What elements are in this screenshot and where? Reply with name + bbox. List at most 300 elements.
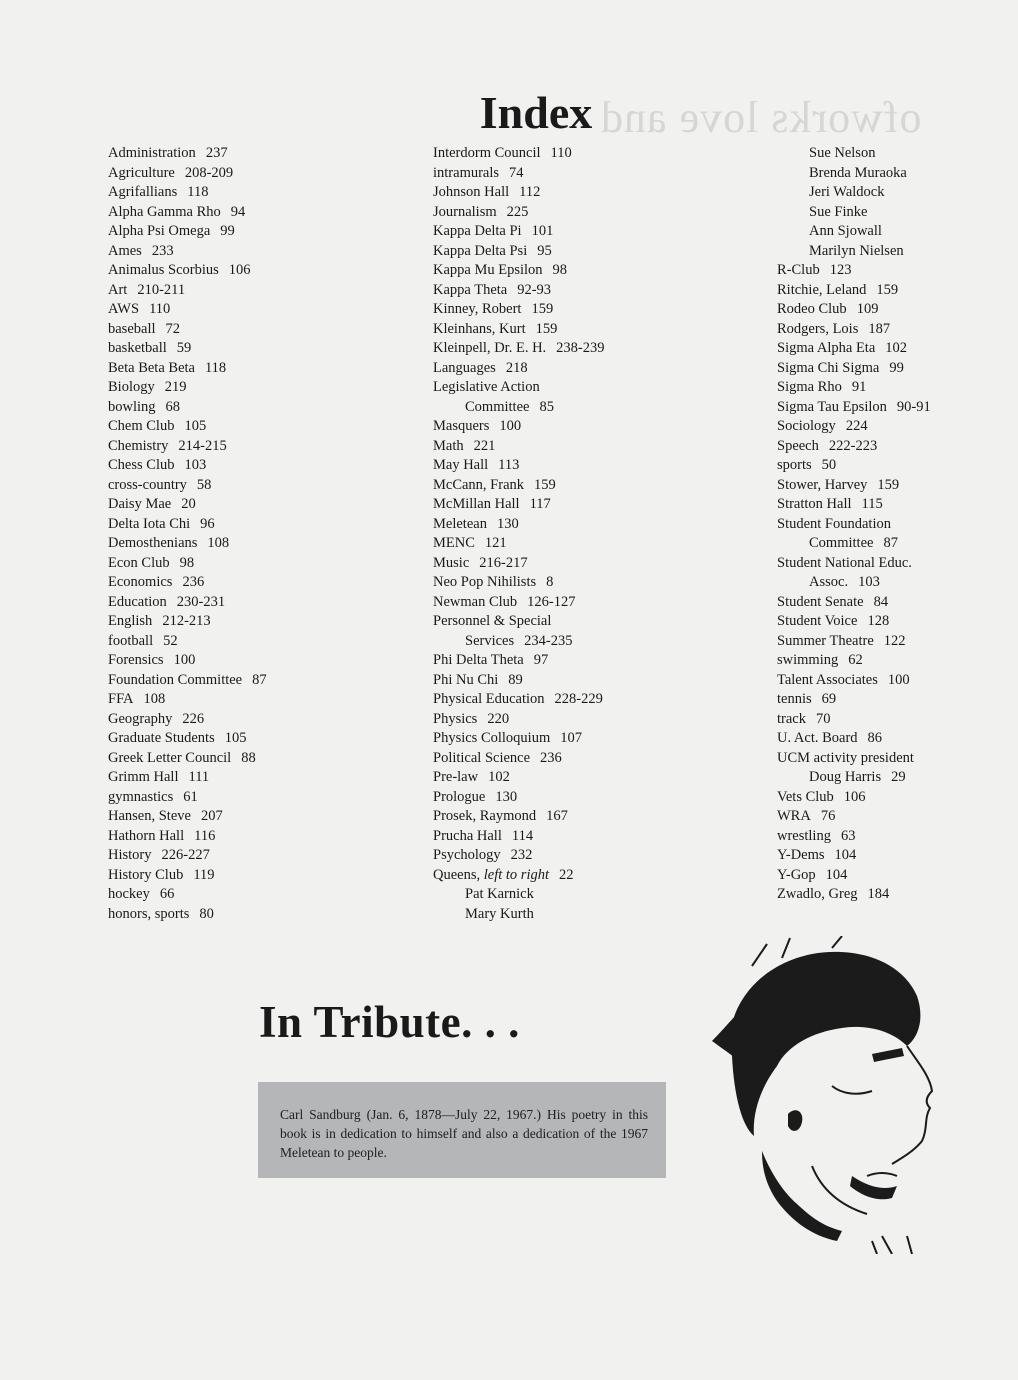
index-entry — [108, 456, 267, 476]
index-entry-page: 100 — [499, 418, 522, 434]
index-entry — [433, 515, 605, 535]
index-entry-page: 20 — [181, 496, 196, 512]
index-entry — [433, 651, 605, 671]
index-entry — [777, 729, 931, 749]
index-entry — [777, 378, 931, 398]
index-entry — [108, 242, 267, 262]
index-entry-name: Beta Beta Beta — [108, 359, 195, 376]
index-entry-name: Alpha Gamma Rho — [108, 203, 221, 220]
index-entry-page: 97 — [533, 652, 549, 668]
index-entry-name: Physical Education — [433, 691, 545, 707]
index-entry — [108, 378, 267, 398]
index-entry — [777, 417, 931, 437]
index-entry-name: Agriculture — [108, 164, 175, 181]
index-entry-name: bowling — [108, 398, 156, 415]
index-entry-name: Legislative Action — [433, 379, 540, 395]
index-entry — [777, 768, 931, 788]
index-entry-name: Chemistry — [108, 437, 169, 454]
index-entry — [777, 593, 931, 613]
index-entry-name: Chess Club — [108, 457, 175, 473]
index-entry-page: 226-227 — [161, 847, 210, 863]
index-entry-name: Stower, Harvey — [777, 476, 868, 493]
index-entry-name: English — [108, 613, 153, 629]
index-entry — [108, 300, 267, 320]
index-entry — [108, 788, 267, 808]
index-entry — [108, 320, 267, 340]
index-entry — [433, 768, 605, 788]
index-entry-name: History — [108, 847, 152, 863]
index-entry-page: 210-211 — [137, 281, 186, 298]
index-entry-name: Johnson Hall — [433, 184, 510, 200]
index-entry-page: 107 — [560, 730, 582, 746]
index-entry — [777, 320, 931, 340]
index-entry-page: 226 — [182, 710, 205, 727]
index-entry-name: Meletean — [433, 515, 487, 532]
index-entry-page: 80 — [199, 905, 214, 922]
index-entry — [433, 788, 605, 808]
index-entry-page: 50 — [821, 457, 837, 473]
index-entry-name: Prologue — [433, 788, 486, 805]
index-entry-page: 228-229 — [554, 691, 603, 707]
index-column-3 — [777, 144, 931, 905]
index-entry-page: 126-127 — [527, 593, 576, 610]
index-entry — [777, 261, 931, 281]
index-entry-name: History Club — [108, 866, 184, 883]
index-entry — [777, 534, 931, 554]
index-entry-page: 72 — [165, 320, 181, 337]
index-entry-page: 220 — [487, 710, 510, 727]
index-entry — [777, 866, 931, 886]
index-entry-page: 121 — [484, 535, 507, 551]
index-entry-page: 94 — [230, 203, 246, 220]
index-entry — [433, 378, 605, 398]
index-entry-name: Journalism — [433, 203, 497, 220]
index-entry-page: 159 — [531, 301, 554, 317]
index-entry — [108, 437, 267, 457]
index-entry — [433, 554, 605, 574]
index-entry-name: Queens, — [433, 866, 481, 883]
index-entry-name: Econ Club — [108, 554, 170, 571]
index-entry-page: 110 — [550, 145, 572, 161]
index-entry-name: Administration — [108, 145, 196, 161]
index-entry-name: tennis — [777, 691, 812, 707]
index-entry-page: 59 — [176, 340, 192, 356]
tribute-heading: In Tribute. . . — [259, 997, 520, 1047]
index-entry-name: Committee — [809, 535, 874, 551]
index-entry-name: Phi Nu Chi — [433, 671, 499, 688]
index-entry — [108, 398, 267, 418]
index-entry-page: 111 — [188, 769, 210, 785]
index-entry — [108, 203, 267, 223]
index-entry-page: 63 — [840, 827, 856, 844]
index-entry-name: Student Foundation — [777, 515, 891, 532]
tribute-caption-box — [258, 1082, 666, 1178]
index-entry-name: Newman Club — [433, 593, 518, 610]
index-column-2 — [433, 144, 605, 924]
index-entry — [108, 515, 267, 535]
index-entry — [433, 359, 605, 379]
index-entry-name: hockey — [108, 886, 150, 902]
index-entry-name: Neo Pop Nihilists — [433, 574, 537, 590]
index-entry-name: Summer Theatre — [777, 632, 874, 649]
index-entry-page: 103 — [184, 457, 207, 473]
index-entry — [108, 807, 267, 827]
index-entry-page: 104 — [834, 847, 857, 863]
index-entry-page: 99 — [220, 223, 235, 239]
index-entry-name: Forensics — [108, 652, 164, 668]
index-entry-name: Music — [433, 554, 470, 571]
index-entry-page: 29 — [891, 769, 906, 785]
index-entry — [433, 534, 605, 554]
index-entry-name: Hansen, Steve — [108, 808, 191, 824]
index-entry-name: swimming — [777, 652, 839, 668]
index-entry — [433, 437, 605, 457]
index-entry — [108, 749, 267, 769]
index-entry-page: 208-209 — [184, 164, 234, 181]
index-entry-name: U. Act. Board — [777, 730, 858, 746]
index-entry — [433, 827, 605, 847]
index-entry-page: 116 — [194, 827, 216, 844]
index-entry-page: 233 — [151, 242, 174, 259]
index-entry-name: Personnel & Special — [433, 613, 552, 629]
index-entry-name: Art — [108, 281, 128, 298]
index-entry-name: Services — [465, 632, 515, 649]
index-entry-name: Y-Gop — [777, 866, 816, 883]
index-entry — [433, 807, 605, 827]
index-entry — [777, 300, 931, 320]
index-entry-page: 238-239 — [556, 340, 605, 356]
index-entry-name: Vets Club — [777, 788, 834, 805]
index-entry-name: Sigma Tau Epsilon — [777, 398, 887, 415]
index-entry — [108, 768, 267, 788]
index-entry-name: Kappa Mu Epsilon — [433, 262, 543, 278]
index-entry-page: 74 — [509, 164, 524, 181]
index-entry-page: 89 — [508, 671, 523, 688]
index-entry-page: 84 — [873, 593, 889, 610]
index-entry — [433, 846, 605, 866]
index-entry-page: 236 — [540, 749, 562, 766]
index-entry-page: 62 — [848, 652, 863, 668]
bleed-through-text: ofworks love and — [600, 93, 922, 142]
index-entry-name: Prucha Hall — [433, 827, 502, 844]
index-entry — [433, 885, 605, 905]
index-entry — [108, 222, 267, 242]
index-entry-name: Sociology — [777, 418, 836, 434]
index-entry-name: Political Science — [433, 749, 531, 766]
index-entry-name: Greek Letter Council — [108, 749, 232, 766]
index-entry — [108, 339, 267, 359]
index-entry-name: intramurals — [433, 164, 500, 181]
index-entry-page: 100 — [173, 652, 196, 668]
index-entry-page: 61 — [183, 788, 198, 805]
index-entry — [777, 203, 931, 223]
index-entry — [433, 710, 605, 730]
index-entry — [108, 729, 267, 749]
index-entry-name: Grimm Hall — [108, 769, 179, 785]
index-entry-page: 69 — [821, 691, 837, 707]
index-entry-name: Y-Dems — [777, 847, 825, 863]
index-entry — [777, 359, 931, 379]
index-entry-name: basketball — [108, 340, 167, 356]
index-entry — [108, 554, 267, 574]
index-entry-name: Languages — [433, 359, 496, 376]
index-entry-page: 70 — [815, 710, 831, 727]
index-entry-page: 52 — [163, 632, 178, 649]
index-entry-page: 105 — [224, 730, 247, 746]
index-entry-name: Masquers — [433, 418, 490, 434]
index-entry-name: Biology — [108, 379, 155, 395]
index-entry — [433, 183, 605, 203]
index-entry-page: 66 — [159, 886, 175, 902]
index-entry-page: 218 — [505, 359, 528, 376]
index-entry — [108, 885, 267, 905]
index-entry-page: 102 — [488, 769, 510, 785]
index-entry — [777, 183, 931, 203]
index-entry — [108, 534, 267, 554]
index-entry-page: 184 — [867, 886, 890, 902]
index-entry-name: Mary Kurth — [465, 905, 534, 922]
index-entry-name: Kinney, Robert — [433, 301, 522, 317]
index-entry — [777, 573, 931, 593]
index-entry — [108, 671, 267, 691]
index-entry — [777, 788, 931, 808]
index-entry-name: wrestling — [777, 827, 831, 844]
index-entry — [433, 612, 605, 632]
index-entry-name: Student Voice — [777, 613, 858, 629]
index-entry-page: 128 — [867, 613, 890, 629]
index-entry — [777, 710, 931, 730]
index-entry-name: Sigma Alpha Eta — [777, 340, 876, 356]
index-entry-name: FFA — [108, 691, 134, 707]
index-entry-page: 130 — [495, 788, 518, 805]
index-entry-page: 234-235 — [524, 632, 573, 649]
index-entry-page: 109 — [856, 301, 879, 317]
index-entry-name: Ritchie, Leland — [777, 281, 867, 298]
index-entry-page: 237 — [205, 145, 228, 161]
index-entry-name: Demosthenians — [108, 535, 198, 551]
index-entry — [433, 690, 605, 710]
index-entry-name: Committee — [465, 398, 530, 415]
index-entry — [108, 261, 267, 281]
index-entry-page: 207 — [200, 808, 223, 824]
index-entry-page: 100 — [887, 671, 910, 688]
index-entry — [777, 164, 931, 184]
index-entry-page: 212-213 — [162, 613, 211, 629]
index-entry-name: Brenda Muraoka — [809, 164, 907, 181]
index-entry-page: 105 — [184, 418, 207, 434]
index-entry-page: 86 — [867, 730, 883, 746]
index-entry — [108, 144, 267, 164]
index-entry — [108, 846, 267, 866]
index-entry-name: McMillan Hall — [433, 496, 520, 512]
index-entry — [433, 144, 605, 164]
index-entry-name: Ann Sjowall — [809, 223, 882, 239]
index-entry-name: Doug Harris — [809, 769, 882, 785]
index-entry-page: 221 — [473, 437, 496, 454]
index-entry — [433, 671, 605, 691]
index-entry-name: Pre-law — [433, 769, 479, 785]
index-entry — [777, 671, 931, 691]
index-entry — [777, 398, 931, 418]
index-entry-name: Physics — [433, 710, 478, 727]
index-entry — [108, 827, 267, 847]
index-entry — [777, 554, 931, 574]
index-entry — [777, 281, 931, 301]
index-entry-page: 108 — [207, 535, 230, 551]
index-entry — [108, 593, 267, 613]
index-entry-name: Agrifallians — [108, 184, 178, 200]
index-entry-name: McCann, Frank — [433, 476, 525, 493]
index-entry — [108, 866, 267, 886]
index-entry — [108, 690, 267, 710]
index-entry-name: Kleinpell, Dr. E. H. — [433, 340, 547, 356]
index-entry-page: 117 — [529, 496, 551, 512]
index-entry-name: May Hall — [433, 457, 489, 473]
index-entry-page: 101 — [531, 223, 554, 239]
index-entry — [108, 476, 267, 496]
index-entry-name: Rodgers, Lois — [777, 320, 859, 337]
index-entry-page: 113 — [498, 457, 520, 473]
index-entry-page: 112 — [519, 184, 541, 200]
index-entry-page: 230-231 — [176, 593, 226, 610]
index-entry-name: Ames — [108, 242, 142, 259]
index-entry-name: Prosek, Raymond — [433, 808, 537, 824]
index-entry-page: 110 — [149, 301, 171, 317]
index-entry — [433, 300, 605, 320]
index-entry-name: Sue Finke — [809, 203, 868, 220]
index-entry — [108, 164, 267, 184]
index-entry-page: 85 — [539, 398, 554, 415]
index-entry-page: 167 — [546, 808, 568, 824]
index-entry-name: Kappa Delta Pi — [433, 223, 522, 239]
index-entry-name: Zwadlo, Greg — [777, 886, 858, 902]
index-entry — [777, 749, 931, 769]
index-entry-name: Math — [433, 437, 464, 454]
index-entry-name: Speech — [777, 437, 819, 454]
index-entry — [433, 164, 605, 184]
index-entry-page: 130 — [496, 515, 519, 532]
index-entry — [433, 203, 605, 223]
index-column-1 — [108, 144, 267, 924]
index-entry-page: 216-217 — [479, 554, 528, 571]
index-entry-name: Sigma Chi Sigma — [777, 359, 880, 376]
index-entry-name: Delta Iota Chi — [108, 515, 191, 532]
index-entry — [108, 359, 267, 379]
index-entry-page: 224 — [845, 418, 868, 434]
index-entry-name: Geography — [108, 710, 173, 727]
index-entry-page: 95 — [537, 242, 552, 259]
index-entry-name: WRA — [777, 808, 811, 824]
index-entry-name: Assoc. — [809, 574, 849, 590]
index-entry — [433, 398, 605, 418]
index-entry-page: 219 — [164, 379, 187, 395]
index-entry-name: Graduate Students — [108, 730, 215, 746]
index-entry-page: 114 — [511, 827, 534, 844]
index-entry — [433, 339, 605, 359]
index-entry — [777, 242, 931, 262]
index-entry — [777, 632, 931, 652]
index-entry-page: 102 — [885, 340, 908, 356]
index-entry-name: Kappa Delta Psi — [433, 242, 528, 259]
index-entry — [433, 320, 605, 340]
index-entry-page: 104 — [825, 866, 848, 883]
index-entry-name: Hathorn Hall — [108, 827, 185, 844]
sandburg-portrait-illustration — [692, 936, 960, 1254]
index-entry-page: 118 — [204, 359, 227, 376]
index-entry — [108, 573, 267, 593]
index-entry-page: 115 — [861, 496, 883, 512]
index-entry — [433, 281, 605, 301]
index-entry-page: 159 — [877, 476, 900, 493]
index-entry-name: Interdorm Council — [433, 145, 541, 161]
index-entry-page: 88 — [241, 749, 256, 766]
index-entry — [777, 885, 931, 905]
index-entry-name: Student National Educ. — [777, 554, 912, 571]
index-entry — [777, 437, 931, 457]
index-entry-name: Psychology — [433, 847, 501, 863]
index-entry-name: cross-country — [108, 476, 187, 493]
tribute-caption: Carl Sandburg (Jan. 6, 1878—July 22, 1967.) His poetry in this book is in dedication to himself and also a dedication of the 1967 Meletean to people. — [280, 1107, 648, 1160]
index-entry-name: Pat Karnick — [465, 886, 534, 902]
index-entry-name: honors, sports — [108, 905, 190, 922]
index-entry — [433, 242, 605, 262]
index-entry-page: 187 — [868, 320, 891, 337]
index-entry-page: 106 — [228, 262, 251, 278]
index-entry-page: 58 — [196, 476, 212, 493]
index-entry-page: 122 — [883, 632, 906, 649]
index-entry-name: Jeri Waldock — [809, 184, 885, 200]
index-entry-name: Foundation Committee — [108, 671, 243, 688]
index-entry-emphasis: left to right — [483, 866, 549, 883]
index-entry-page: 159 — [534, 476, 556, 493]
index-entry-page: 90-91 — [896, 398, 931, 415]
index-entry — [777, 339, 931, 359]
index-entry-page: 99 — [889, 359, 904, 376]
index-entry — [108, 632, 267, 652]
index-entry-name: Physics Colloquium — [433, 730, 551, 746]
index-entry-name: Daisy Mae — [108, 496, 172, 512]
index-entry-name: football — [108, 632, 154, 649]
index-entry — [433, 905, 605, 925]
index-entry-name: MENC — [433, 535, 475, 551]
index-entry-name: Sigma Rho — [777, 379, 842, 395]
index-entry — [433, 456, 605, 476]
index-entry-name: Economics — [108, 574, 173, 590]
index-entry-page: 214-215 — [178, 437, 227, 454]
index-entry-name: Sue Nelson — [809, 145, 876, 161]
index-entry-name: UCM activity president — [777, 749, 914, 766]
index-entry — [108, 612, 267, 632]
index-entry — [433, 749, 605, 769]
index-entry — [777, 827, 931, 847]
index-entry-page: 22 — [559, 866, 574, 883]
index-entry-name: Alpha Psi Omega — [108, 223, 211, 239]
index-entry — [108, 281, 267, 301]
index-entry-page: 92-93 — [517, 281, 552, 298]
index-entry-name: sports — [777, 457, 812, 473]
index-entry — [777, 612, 931, 632]
index-entry-name: AWS — [108, 301, 140, 317]
index-entry — [433, 866, 605, 886]
index-entry-page: 87 — [883, 535, 898, 551]
index-entry-name: Talent Associates — [777, 671, 878, 688]
index-entry-name: Marilyn Nielsen — [809, 242, 904, 259]
index-entry-name: Education — [108, 593, 167, 610]
index-entry-page: 159 — [535, 320, 558, 337]
index-entry-page: 103 — [858, 574, 880, 590]
index-entry-page: 225 — [506, 203, 529, 220]
index-entry — [108, 183, 267, 203]
